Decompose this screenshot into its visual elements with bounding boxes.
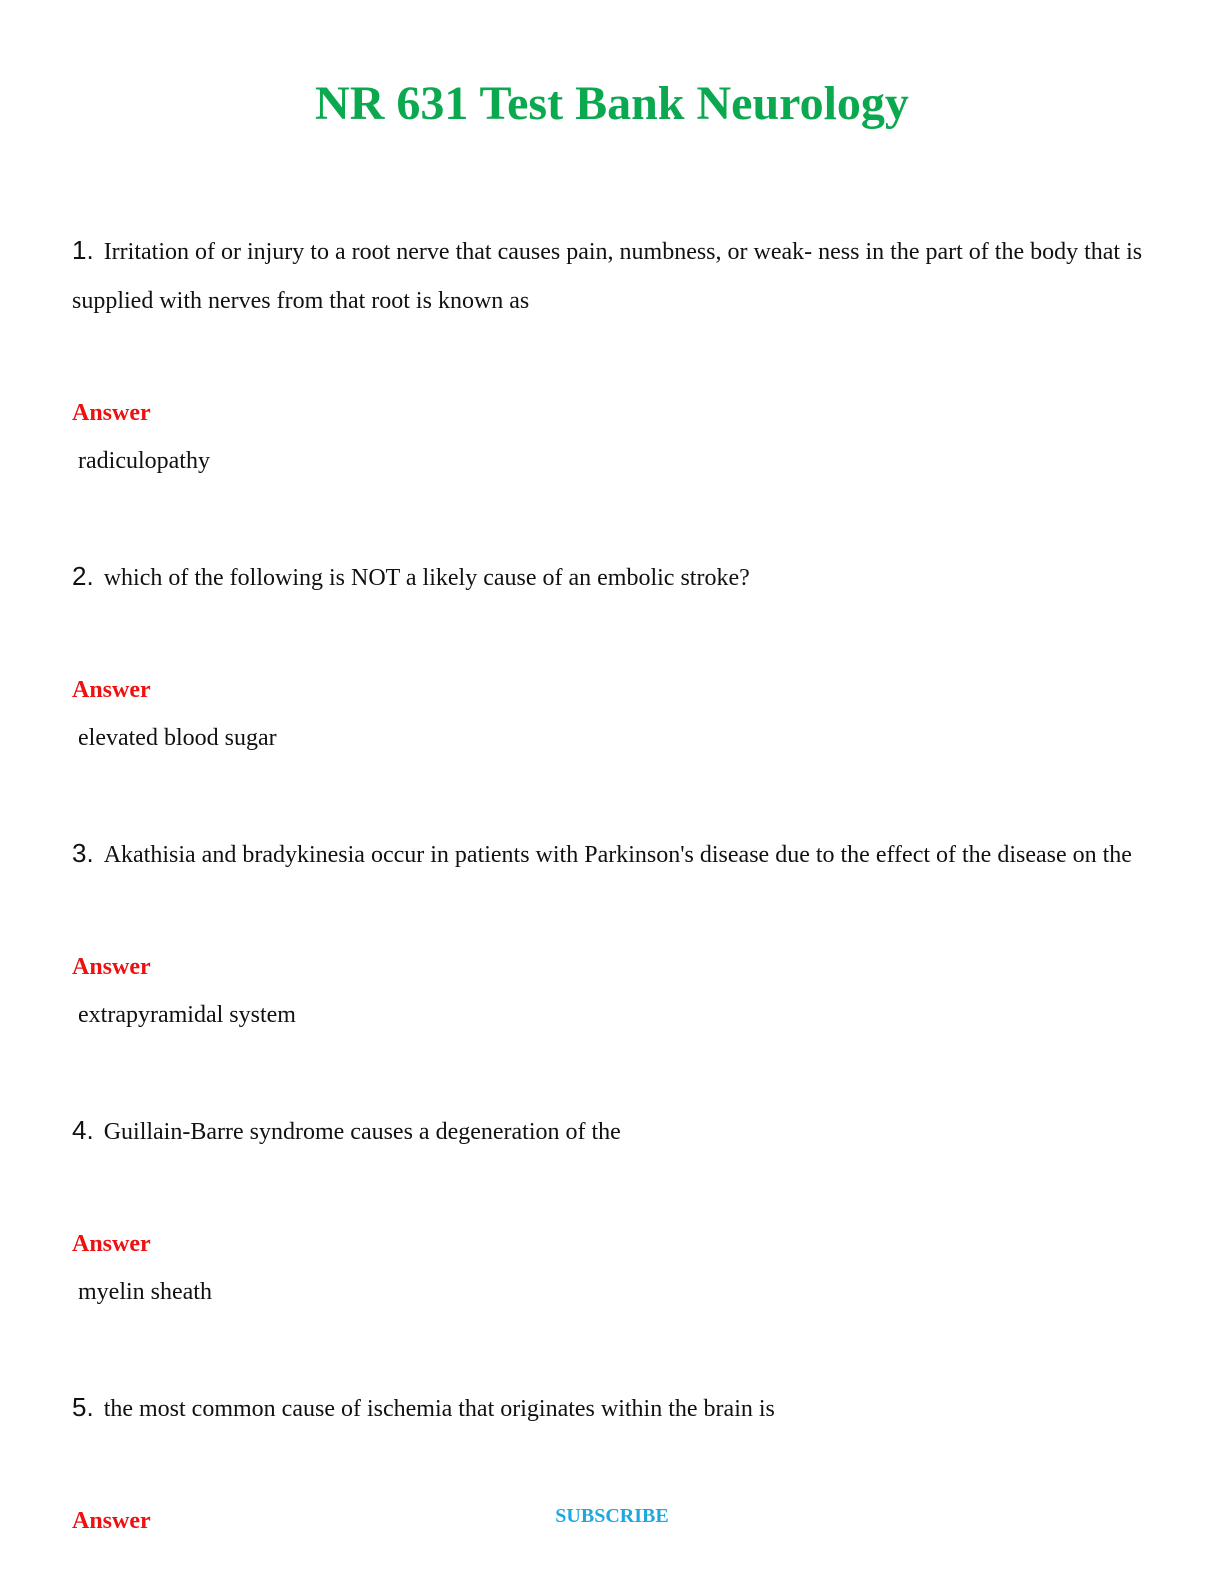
- question-item-3: [72, 829, 1152, 1030]
- answer-text: myelin sheath: [78, 1279, 212, 1305]
- question-item-4: [72, 1106, 1152, 1307]
- question-text: the most common cause of ischemia that originates within the brain is: [103, 1396, 775, 1422]
- answer-label: Answer: [72, 400, 151, 426]
- subscribe-link[interactable]: SUBSCRIBE: [555, 1505, 669, 1527]
- answer-label: Answer: [72, 1231, 151, 1257]
- answer-text: elevated blood sugar: [78, 725, 277, 751]
- question-number: 4.: [72, 1115, 94, 1145]
- answer-text: radiculopathy: [78, 448, 210, 474]
- question-text: Irritation of or injury to a root nerve that causes pain, numbness, or weak- ness in the part of the body that is supplied with nerves from that root is known as: [72, 239, 1143, 314]
- question-text-block: [72, 829, 1152, 880]
- answer-label: Answer: [72, 954, 151, 980]
- page-title: NR 631 Test Bank Neurology: [315, 77, 909, 130]
- question-text: Akathisia and bradykinesia occur in patients with Parkinson's disease due to the effect of the disease on the: [103, 842, 1132, 868]
- question-list: [72, 226, 1152, 1536]
- question-text-block: [72, 226, 1152, 326]
- question-number: 3.: [72, 838, 94, 868]
- question-text-block: [72, 552, 1152, 603]
- question-number: 2.: [72, 561, 94, 591]
- question-text: Guillain-Barre syndrome causes a degeneration of the: [103, 1119, 621, 1145]
- answer-text: extrapyramidal system: [78, 1002, 296, 1028]
- question-item-1: [72, 226, 1152, 476]
- question-item-2: [72, 552, 1152, 753]
- question-text: which of the following is NOT a likely cause of an embolic stroke?: [103, 565, 750, 591]
- question-number: 1.: [72, 235, 94, 265]
- answer-label: Answer: [72, 1508, 151, 1534]
- question-text-block: [72, 1106, 1152, 1157]
- question-number: 5.: [72, 1392, 94, 1422]
- question-text-block: [72, 1383, 1152, 1434]
- answer-label: Answer: [72, 677, 151, 703]
